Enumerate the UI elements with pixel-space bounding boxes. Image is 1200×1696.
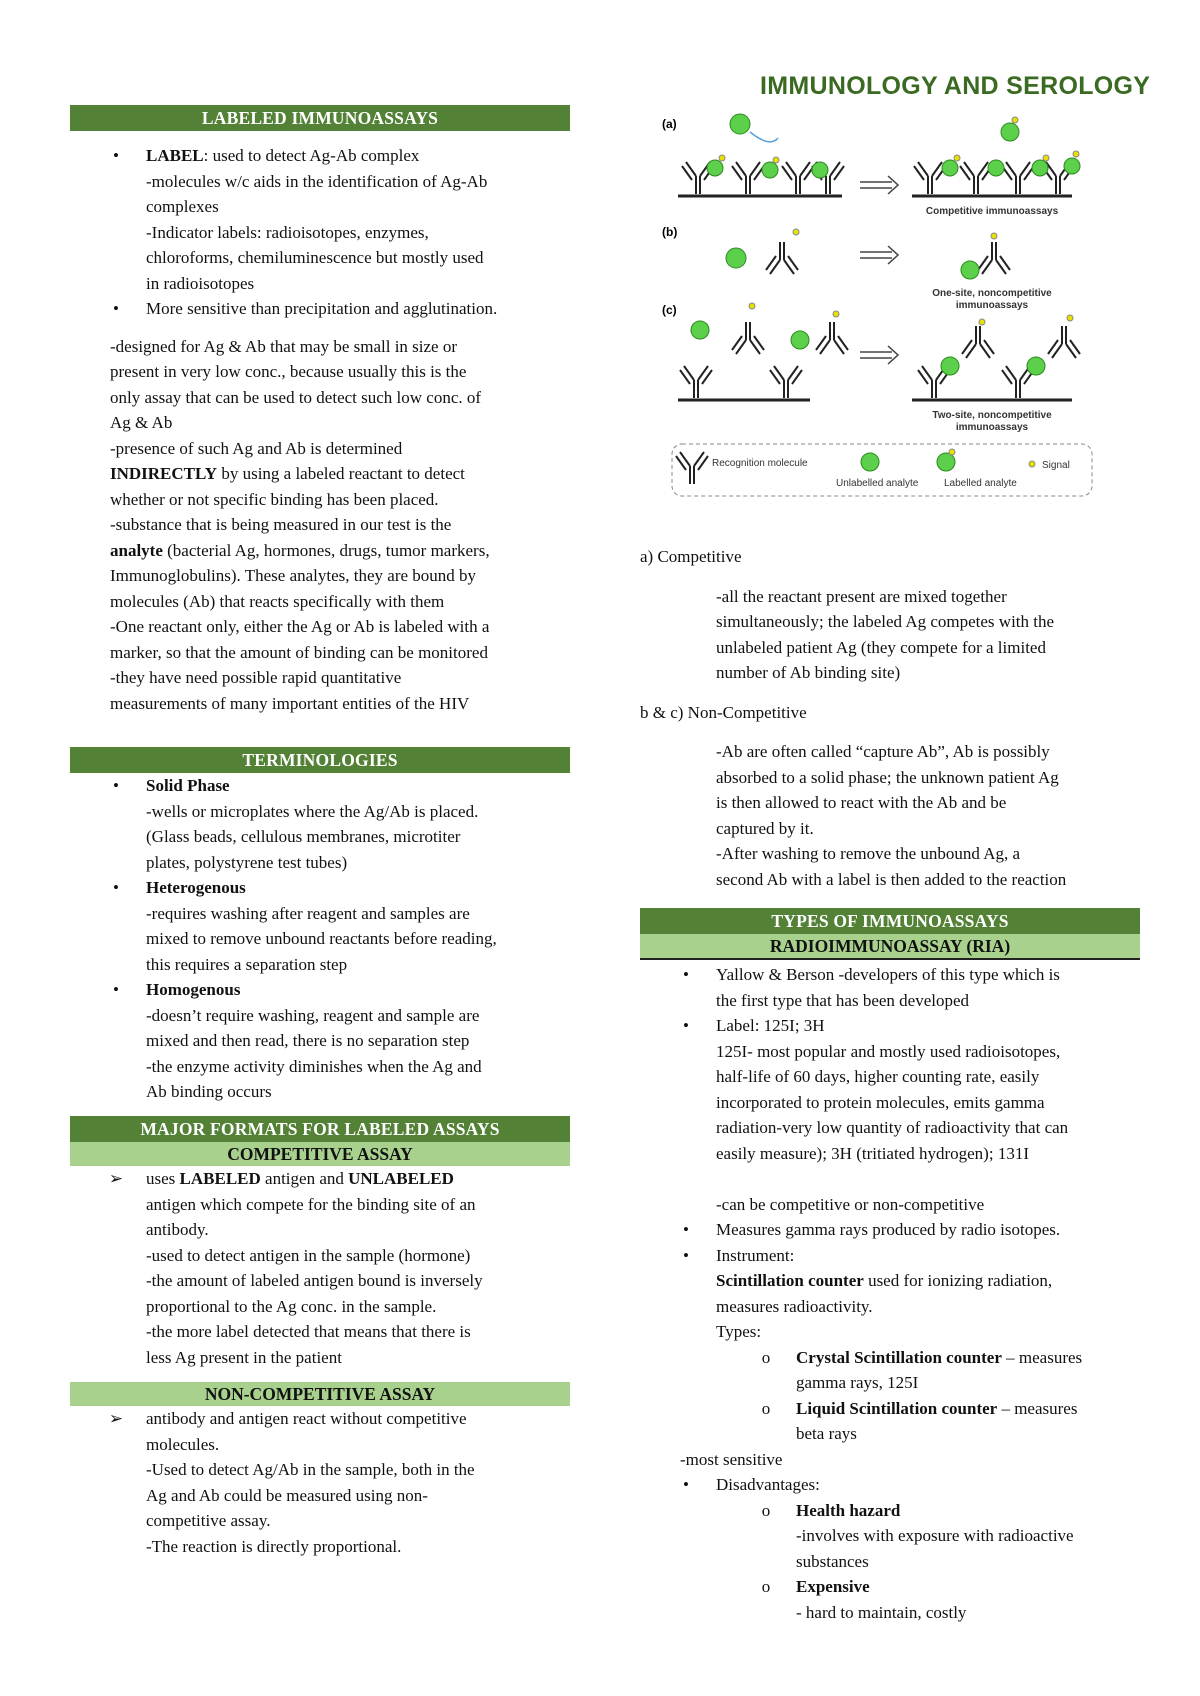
term: Homogenous <box>146 980 241 999</box>
antibody-icon <box>732 162 764 194</box>
text: antigen and <box>260 1169 349 1188</box>
antibody-icon <box>770 366 802 398</box>
term: Solid Phase <box>146 776 230 795</box>
text: – measures <box>1001 1347 1083 1367</box>
text-bold: Expensive <box>796 1577 870 1596</box>
text-bold: INDIRECTLY <box>110 464 218 483</box>
antibody-icon <box>1048 326 1080 358</box>
antibody-icon <box>732 322 764 354</box>
text: (bacterial Ag, hormones, drugs, tumor markers, <box>162 540 490 560</box>
text: -substance that is being measured in our test is the <box>110 515 452 534</box>
signal-icon <box>719 155 725 161</box>
antibody-icon <box>1002 162 1034 194</box>
unlabelled-analyte-icon <box>730 114 750 134</box>
text: by using a labeled reactant to detect <box>217 464 465 483</box>
text: antibody and antigen react without competitive <box>146 1409 467 1428</box>
text: absorbed to a solid phase; the unknown patient Ag <box>716 767 1059 787</box>
text: simultaneously; the labeled Ag competes with the <box>716 612 1055 631</box>
text: -wells or microplates where the Ag/Ab is placed. <box>146 801 479 821</box>
legend-labelled: Labelled analyte <box>944 478 1017 489</box>
text: antigen which compete for the binding site of an <box>146 1194 476 1214</box>
text: used for ionizing radiation, <box>863 1271 1053 1290</box>
circle-bullet-icon: o <box>761 1577 771 1596</box>
text: -they have need possible rapid quantitative <box>110 668 402 687</box>
text-bold: analyte <box>110 540 163 560</box>
bullet-label <box>70 143 570 296</box>
unlabelled-analyte-icon <box>726 248 746 268</box>
text: -involves with exposure with radioactive <box>796 1526 1074 1545</box>
labelled-analyte-icon <box>1064 158 1080 174</box>
text: 125I- most popular and mostly used radioisotopes, <box>716 1041 1061 1061</box>
text: incorporated to protein molecules, emits gamma <box>716 1092 1045 1112</box>
panel-c-label: (c) <box>662 303 677 317</box>
text: -Used to detect Ag/Ab in the sample, both in the <box>146 1460 475 1479</box>
text: only assay that can be used to detect such low conc. of <box>110 387 482 407</box>
unlabelled-analyte-icon <box>1027 357 1045 375</box>
text: – measures <box>997 1398 1078 1418</box>
circle-bullet-icon: o <box>761 1398 771 1418</box>
circle-bullet-icon: o <box>761 1500 771 1520</box>
signal-icon <box>979 319 985 325</box>
text: molecules (Ab) that reacts specifically with them <box>110 591 445 611</box>
text: captured by it. <box>716 818 814 838</box>
section-types-of-immunoassays <box>640 908 1140 1625</box>
text: -Ab are often called “capture Ab”, Ab is possibly <box>716 742 1050 761</box>
bullet-icon: • <box>683 1245 689 1265</box>
section-title: MAJOR FORMATS FOR LABELED ASSAYS <box>70 1116 570 1142</box>
antibody-icon <box>978 242 1010 274</box>
subsection-title: RADIOIMMUNOASSAY (RIA) <box>640 934 1140 960</box>
bullet-instrument <box>640 1243 1140 1345</box>
text: Immunoglobulins). These analytes, they are bound by <box>110 566 477 585</box>
signal-icon <box>954 155 960 161</box>
antibody-icon <box>782 162 814 194</box>
legend-unlabelled-icon <box>861 453 879 471</box>
text: More sensitive than precipitation and agglutination. <box>146 299 498 318</box>
text-bold: Liquid Scintillation counter <box>796 1398 998 1418</box>
signal-icon <box>749 303 755 309</box>
term-label: LABEL <box>146 146 204 165</box>
competitive-text <box>640 584 1140 686</box>
signal-icon <box>949 449 955 455</box>
bullet-yallow <box>640 962 1140 1013</box>
caption-one-site-1: One-site, noncompetitive <box>932 288 1052 299</box>
legend-signal: Signal <box>1042 460 1070 471</box>
subsection-title: COMPETITIVE ASSAY <box>70 1142 570 1166</box>
antibody-icon <box>766 242 798 274</box>
signal-icon <box>773 157 779 163</box>
bullet-icon: • <box>683 1475 689 1494</box>
text: -Indicator labels: radioisotopes, enzymes, <box>146 222 429 242</box>
text: second Ab with a label is then added to the reaction <box>716 869 1067 889</box>
text: in radioisotopes <box>146 273 255 293</box>
text: Ab binding occurs <box>146 1082 272 1101</box>
text-bold: Scintillation counter <box>716 1271 864 1290</box>
section-labeled-immunoassays <box>70 105 570 716</box>
labelled-analyte-icon <box>942 160 958 176</box>
bullet-disadvantages <box>640 1472 1140 1498</box>
text: -all the reactant present are mixed together <box>716 586 1007 606</box>
unlabelled-analyte-icon <box>1001 123 1019 141</box>
unlabelled-analyte-icon <box>812 162 828 178</box>
signal-icon <box>1067 315 1073 321</box>
right-arrow-icon <box>860 246 898 264</box>
unlabelled-analyte-icon <box>791 331 809 349</box>
text: number of Ab binding site) <box>716 663 901 682</box>
sub-bullet-expensive <box>640 1574 1140 1625</box>
section-title: LABELED IMMUNOASSAYS <box>70 105 570 131</box>
text: antibody. <box>146 1220 209 1239</box>
text: -doesn’t require washing, reagent and sample are <box>146 1005 480 1025</box>
labelled-analyte-icon <box>762 162 778 178</box>
term-homogenous <box>70 977 570 1105</box>
text: whether or not specific binding has been placed. <box>110 489 439 509</box>
immunoassay-diagram <box>660 108 1140 528</box>
text: plates, polystyrene test tubes) <box>146 852 348 872</box>
section-title: TERMINOLOGIES <box>70 747 570 773</box>
text: -can be competitive or non-competitive <box>716 1194 985 1214</box>
text: -the more label detected that means that there is <box>146 1322 471 1341</box>
page-header-title: IMMUNOLOGY AND SEROLOGY <box>760 72 1151 100</box>
text: gamma rays, 125I <box>796 1373 919 1392</box>
labelled-analyte-icon <box>707 160 723 176</box>
section-major-formats <box>70 1116 570 1370</box>
text: Ag and Ab could be measured using non- <box>146 1485 428 1505</box>
text-bold: UNLABELED <box>348 1169 454 1188</box>
non-competitive-text <box>640 739 1140 892</box>
text: Label: 125I; 3H <box>716 1016 825 1035</box>
text: - hard to maintain, costly <box>796 1602 967 1622</box>
arrow-bullet-icon: ➢ <box>108 1409 124 1428</box>
bullet-icon: • <box>683 1016 689 1035</box>
text: (Glass beads, cellulous membranes, microtiter <box>146 827 461 846</box>
text: the first type that has been developed <box>716 990 970 1010</box>
sub-bullet-liquid <box>640 1396 1140 1447</box>
caption-two-site-1: Two-site, noncompetitive <box>932 410 1052 421</box>
text: -One reactant only, either the Ag or Ab is labeled with a <box>110 617 490 636</box>
text-bold: Health hazard <box>796 1500 901 1520</box>
text: marker, so that the amount of binding can be monitored <box>110 642 488 662</box>
non-competitive-label: b & c) Non-Competitive <box>640 702 807 722</box>
caption-two-site-2: immunoassays <box>955 422 1029 433</box>
signal-icon <box>1012 117 1018 123</box>
right-arrow-icon <box>860 176 898 194</box>
caption-competitive: Competitive immunoassays <box>925 206 1059 217</box>
text: easily measure); 3H (tritiated hydrogen); 131I <box>716 1143 1029 1163</box>
text: this requires a separation step <box>146 954 348 974</box>
labelled-analyte-icon <box>1032 160 1048 176</box>
signal-icon <box>1043 155 1049 161</box>
text: Measures gamma rays produced by radio isotopes. <box>716 1220 1061 1239</box>
section-non-competitive <box>70 1382 570 1559</box>
text: -molecules w/c aids in the identification of Ag-Ab <box>146 171 488 191</box>
text: measurements of many important entities of the HIV <box>110 693 470 713</box>
text: Yallow & Berson -developers of this type which is <box>716 965 1060 984</box>
text: -used to detect antigen in the sample (hormone) <box>146 1245 471 1265</box>
text: -presence of such Ag and Ab is determined <box>110 438 403 458</box>
bullet-icon: • <box>683 1220 689 1239</box>
text: Disadvantages: <box>716 1475 820 1494</box>
bullet-icon: • <box>113 878 119 897</box>
text: unlabeled patient Ag (they compete for a limited <box>716 637 1046 657</box>
text: half-life of 60 days, higher counting rate, easily <box>716 1067 1040 1086</box>
bullet-icon: • <box>683 965 689 984</box>
sub-bullet-crystal <box>640 1345 1140 1396</box>
text-bold: LABELED <box>179 1169 261 1188</box>
legend-unlabelled: Unlabelled analyte <box>836 478 919 489</box>
section-terminologies <box>70 747 570 1105</box>
text: mixed and then read, there is no separation step <box>146 1031 470 1050</box>
antibody-icon <box>962 326 994 358</box>
bullet-sensitive <box>70 296 570 322</box>
text: present in very low conc., because usually this is the <box>110 362 467 381</box>
non-competitive-item <box>70 1406 570 1559</box>
arrow-icon <box>750 132 778 142</box>
legend-labelled-icon <box>937 453 955 471</box>
subsection-title: NON-COMPETITIVE ASSAY <box>70 1382 570 1406</box>
bullet-label <box>640 1013 1140 1217</box>
text: -After washing to remove the unbound Ag, a <box>716 844 1021 863</box>
text: -The reaction is directly proportional. <box>146 1536 402 1556</box>
text: -requires washing after reagent and samples are <box>146 903 470 923</box>
caption-one-site-2: immunoassays <box>955 300 1029 311</box>
text: chloroforms, chemiluminescence but mostly used <box>146 248 484 267</box>
antibody-icon <box>680 366 712 398</box>
recognition-molecule-icon <box>676 452 708 484</box>
antibody-icon <box>816 322 848 354</box>
panel-a-label: (a) <box>662 117 677 131</box>
panel-b-label: (b) <box>662 225 678 239</box>
text: : used to detect Ag-Ab complex <box>203 146 420 165</box>
bullet-gamma <box>640 1217 1140 1243</box>
competitive-label: a) Competitive <box>640 547 742 566</box>
bullet-icon: • <box>113 146 119 165</box>
text: substances <box>796 1551 869 1571</box>
text: Ag & Ab <box>110 413 173 432</box>
signal-icon <box>793 229 799 235</box>
unlabelled-analyte-icon <box>941 357 959 375</box>
unlabelled-analyte-icon <box>961 261 979 279</box>
text-bold: Crystal Scintillation counter <box>796 1347 1002 1367</box>
text: -designed for Ag & Ab that may be small in size or <box>110 336 458 356</box>
text: Types: <box>716 1322 762 1341</box>
most-sensitive-text: -most sensitive <box>680 1449 783 1469</box>
bullet-icon: • <box>113 980 119 999</box>
antibody-icon <box>914 162 946 194</box>
signal-icon <box>1073 151 1079 157</box>
section-title: TYPES OF IMMUNOASSAYS <box>640 908 1140 934</box>
text: proportional to the Ag conc. in the sample. <box>146 1296 437 1316</box>
text: competitive assay. <box>146 1511 271 1530</box>
text: molecules. <box>146 1434 220 1454</box>
unlabelled-analyte-icon <box>988 160 1004 176</box>
antibody-icon <box>960 162 992 194</box>
text: radiation-very low quantity of radioactivity that can <box>716 1118 1069 1137</box>
text: mixed to remove unbound reactants before reading, <box>146 929 497 948</box>
arrow-bullet-icon: ➢ <box>108 1169 124 1188</box>
text: measures radioactivity. <box>716 1296 873 1316</box>
competitive-explanation <box>640 544 1140 892</box>
bullet-icon: • <box>113 299 119 318</box>
signal-icon <box>833 311 839 317</box>
term-heterogenous <box>70 875 570 977</box>
paragraph-designed <box>70 334 570 717</box>
text: -the amount of labeled antigen bound is inversely <box>146 1271 483 1290</box>
bullet-icon: • <box>113 776 119 795</box>
term-solid-phase <box>70 773 570 875</box>
circle-bullet-icon: o <box>761 1347 771 1367</box>
text: is then allowed to react with the Ab and be <box>716 793 1007 812</box>
text: -the enzyme activity diminishes when the Ag and <box>146 1056 482 1076</box>
sub-bullet-health-hazard <box>640 1498 1140 1575</box>
text: Instrument: <box>716 1245 795 1265</box>
signal-icon <box>991 233 997 239</box>
legend-recognition: Recognition molecule <box>712 458 808 469</box>
competitive-item <box>70 1166 570 1370</box>
legend-signal-icon <box>1029 461 1035 467</box>
text: complexes <box>146 197 219 216</box>
text: uses <box>146 1169 180 1188</box>
term: Heterogenous <box>146 878 246 897</box>
text: beta rays <box>796 1424 857 1443</box>
text: less Ag present in the patient <box>146 1347 342 1367</box>
right-arrow-icon <box>860 346 898 364</box>
unlabelled-analyte-icon <box>691 321 709 339</box>
